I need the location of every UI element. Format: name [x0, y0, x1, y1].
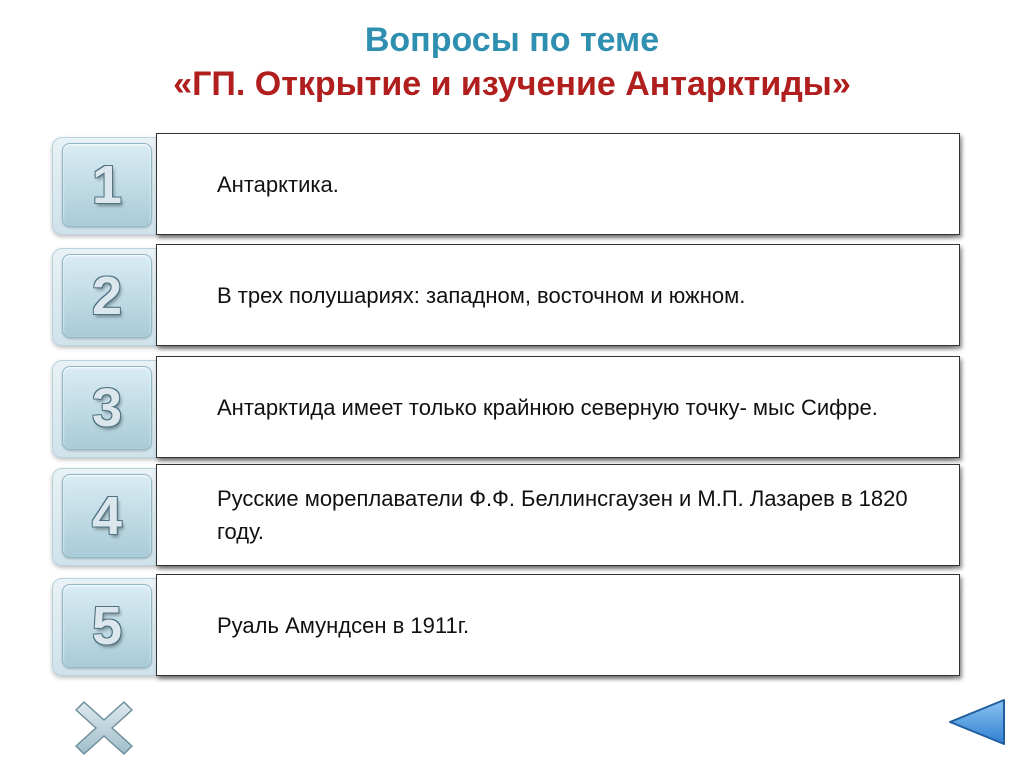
- number-label: 5: [91, 596, 123, 656]
- answer-row-4[interactable]: [52, 464, 962, 568]
- number-label: 3: [91, 378, 123, 438]
- answer-text: Антарктида имеет только крайнюю северную точку- мыс Сифре.: [217, 394, 878, 420]
- number-tile-2[interactable]: [62, 254, 152, 338]
- answer-text: Руаль Амундсен в 1911г.: [217, 612, 470, 638]
- answer-row-1[interactable]: [52, 133, 962, 237]
- answer-row-5[interactable]: [52, 574, 962, 678]
- close-x-icon: [72, 698, 136, 758]
- answer-row-2[interactable]: [52, 244, 962, 348]
- answer-text: Русские мореплаватели Ф.Ф. Беллинсгаузен и М.П. Лазарев в 1820 году.: [217, 486, 908, 544]
- answer-box-2: [156, 244, 960, 346]
- answer-box-4: [156, 464, 960, 566]
- answer-box-5: [156, 574, 960, 676]
- title-line-1: Вопросы по теме: [364, 21, 660, 59]
- answer-box-1: [156, 133, 960, 235]
- number-tile-1[interactable]: [62, 143, 152, 227]
- number-label: 4: [91, 486, 123, 546]
- close-button[interactable]: [72, 698, 136, 758]
- number-label: 2: [91, 266, 123, 326]
- answer-row-3[interactable]: [52, 356, 962, 460]
- number-tile-5[interactable]: [62, 584, 152, 668]
- number-tile-3[interactable]: [62, 366, 152, 450]
- title-line-2: «ГП. Открытие и изучение Антарктиды»: [173, 65, 851, 103]
- slide-title: [0, 18, 1024, 106]
- number-tile-4[interactable]: [62, 474, 152, 558]
- number-label: 1: [91, 155, 123, 215]
- answer-text: В трех полушариях: западном, восточном и южном.: [217, 282, 746, 308]
- back-button[interactable]: [946, 696, 1008, 748]
- answer-box-3: [156, 356, 960, 458]
- answer-text: Антарктика.: [217, 171, 339, 197]
- triangle-left-icon: [946, 696, 1008, 748]
